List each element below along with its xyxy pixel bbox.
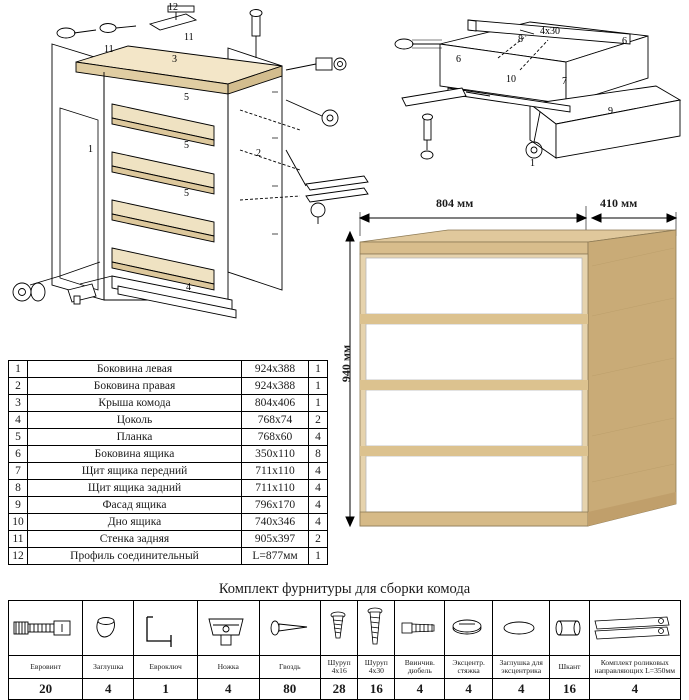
hardware-count: 4 [395,679,445,700]
hardware-count: 4 [493,679,550,700]
hardware-label: Гвоздь [259,656,321,679]
hardware-count: 16 [550,679,589,700]
eccentric-tie-icon [445,601,493,656]
table-row: 7 Щит ящика передний 711х110 4 [9,463,328,480]
hardware-count: 4 [197,679,259,700]
hardware-label: Комплект роликовых направляющих L=350мм [589,656,680,679]
svg-text:8: 8 [518,34,523,45]
table-row: 4 Цоколь 768х74 2 [9,412,328,429]
svg-text:6: 6 [456,54,461,65]
svg-text:5: 5 [184,188,189,199]
svg-text:4: 4 [186,282,191,293]
nail-icon [259,601,321,656]
hardware-kit-table [8,600,681,700]
euro-key-icon [134,601,198,656]
parts-table [8,360,328,565]
hardware-label: Заглушка для эксцентрика [493,656,550,679]
svg-text:9: 9 [608,106,613,117]
callout-12: 12 [168,2,178,13]
hardware-count: 28 [321,679,358,700]
svg-text:5: 5 [184,140,189,151]
dim-width-label: 804 мм [436,196,474,210]
dim-depth-label: 410 мм [600,196,638,210]
hardware-count: 4 [83,679,134,700]
table-row: 12 Профиль соединительный L=877мм 1 [9,548,328,565]
dowel-icon [550,601,589,656]
assembly-diagram-left [0,0,380,350]
hardware-label: Ввинчив. дюбель [395,656,445,679]
hardware-count: 1 [134,679,198,700]
table-row: 9 Фасад ящика 796х170 4 [9,497,328,514]
svg-text:4х30: 4х30 [540,26,560,37]
screw-4x16-icon [321,601,358,656]
svg-text:10: 10 [506,74,516,85]
hardware-label: Шкант [550,656,589,679]
eccentric-cap-icon [493,601,550,656]
hardware-count: 16 [358,679,395,700]
table-row: 5 Планка 768х60 4 [9,429,328,446]
dim-height-label: 940 мм [339,344,354,383]
screw-4x30-icon [358,601,395,656]
svg-text:7: 7 [562,76,567,87]
screw-in-dowel-icon [395,601,445,656]
hardware-label: Шуруп 4х16 [321,656,358,679]
hardware-label: Евровинт [9,656,83,679]
hardware-count: 4 [589,679,680,700]
hardware-kit-title: Комплект фурнитуры для сборки комода [218,581,471,597]
table-row: 11 Стенка задняя 905х397 2 [9,531,328,548]
cap-plug-icon [83,601,134,656]
svg-text:11: 11 [184,32,194,43]
table-row: 2 Боковина правая 924х388 1 [9,378,328,395]
assembly-diagram-drawer [380,0,689,170]
euro-screw-icon [9,601,83,656]
svg-text:3: 3 [172,54,177,65]
svg-text:2: 2 [256,148,261,159]
hardware-label: Евроключ [134,656,198,679]
table-row: 1 Боковина левая 924х388 1 [9,361,328,378]
table-row: 8 Щит ящика задний 711х110 4 [9,480,328,497]
table-row: 3 Крыша комода 804х406 1 [9,395,328,412]
svg-text:1: 1 [88,144,93,155]
hardware-label: Эксцентр. стяжка [445,656,493,679]
table-row: 6 Боковина ящика 350х110 8 [9,446,328,463]
svg-text:5: 5 [184,92,189,103]
svg-text:1: 1 [530,158,535,169]
svg-text:11: 11 [104,44,114,55]
hardware-count: 4 [445,679,493,700]
roller-slides-icon [589,601,680,656]
hardware-count: 20 [9,679,83,700]
hardware-label: Ножка [197,656,259,679]
hardware-label: Заглушка [83,656,134,679]
product-render [336,196,689,576]
hardware-count: 80 [259,679,321,700]
hardware-label: Шуруп 4х30 [358,656,395,679]
table-row: 10 Дно ящика 740х346 4 [9,514,328,531]
furniture-leg-icon [197,601,259,656]
svg-text:6: 6 [622,36,627,47]
